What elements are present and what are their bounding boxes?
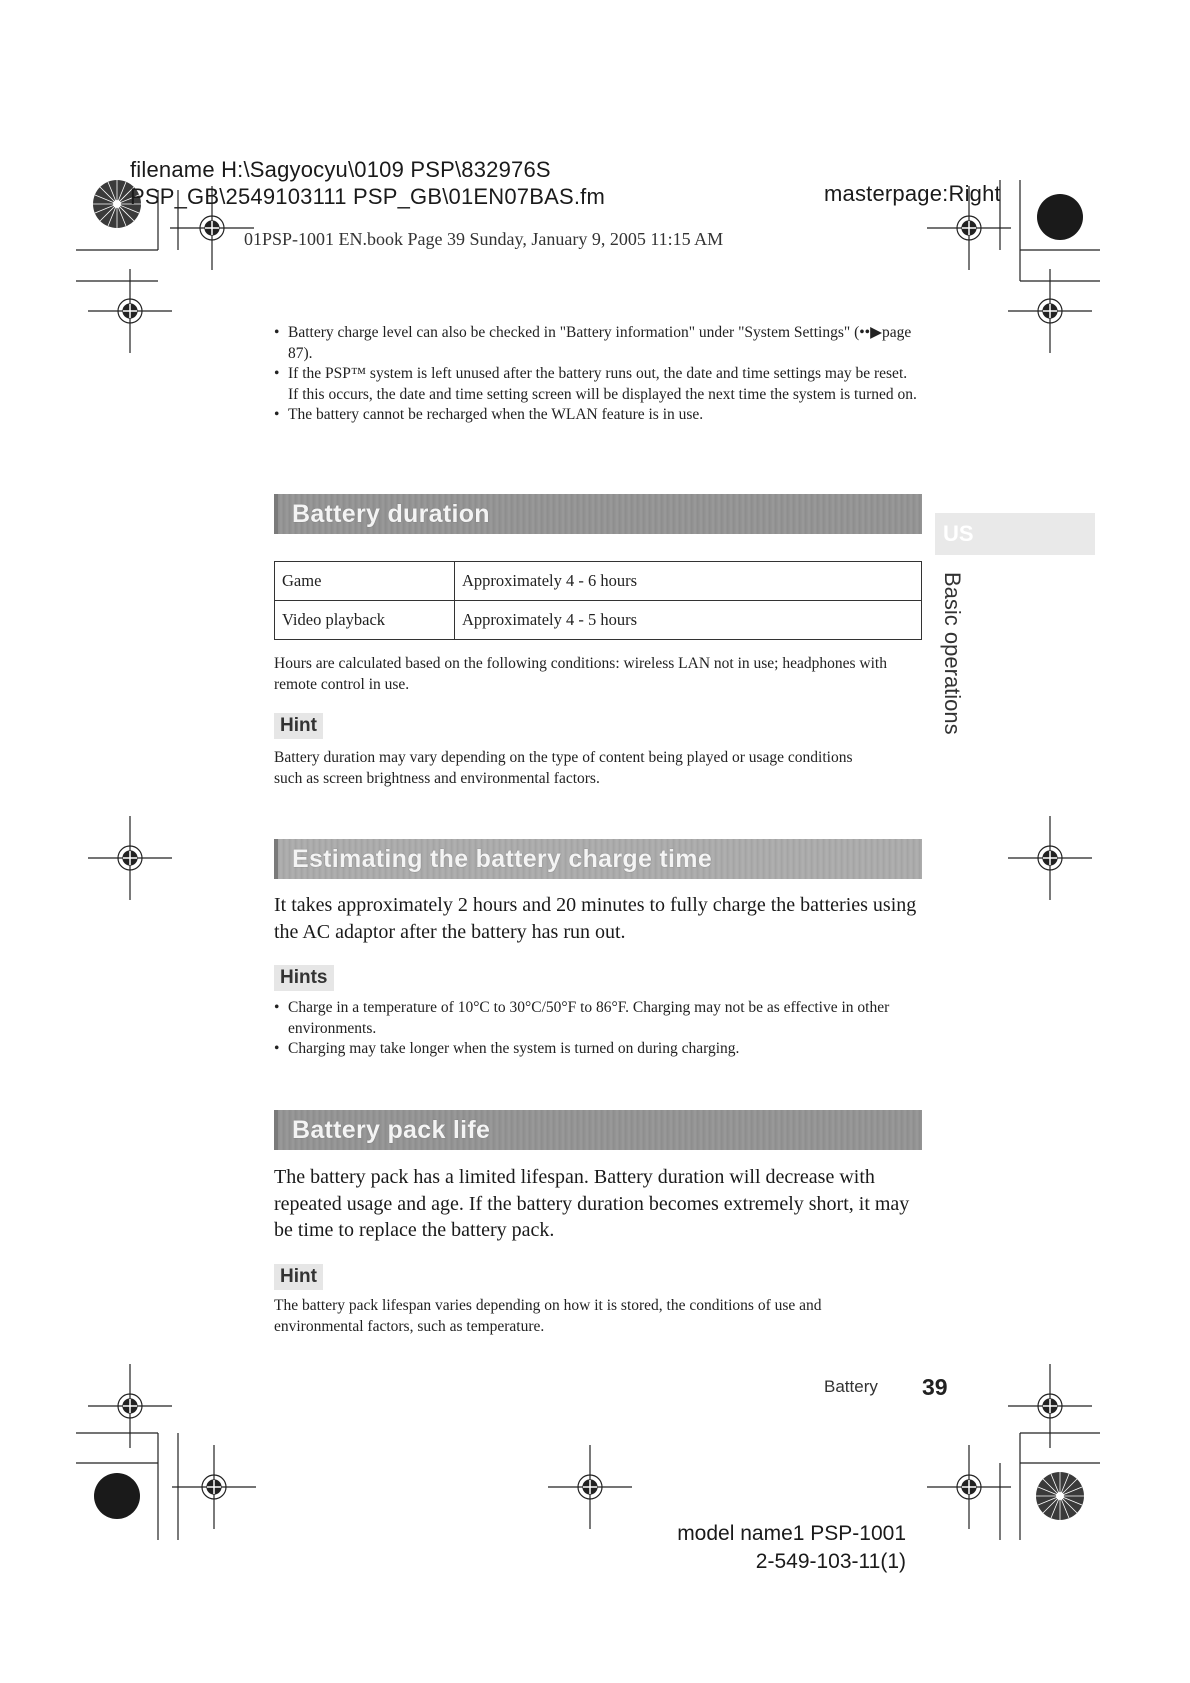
language-tab-label: US bbox=[943, 521, 974, 546]
section-heading: Battery pack life bbox=[292, 1116, 491, 1144]
filename-line-2: PSP_GB\2549103111 PSP_GB\01EN07BAS.fm bbox=[130, 184, 605, 209]
starburst-icon bbox=[1036, 1472, 1084, 1520]
table-row bbox=[275, 562, 922, 601]
footer-section-name: Battery bbox=[824, 1377, 878, 1396]
list-item: • Battery charge level can also be checked in "Battery information" under "System Settings" (••▶page 87). bbox=[274, 323, 919, 364]
table-cell-value: Approximately 4 - 5 hours bbox=[455, 601, 922, 640]
notes-list bbox=[274, 323, 919, 426]
crosshair-mark-icon bbox=[88, 1364, 172, 1448]
model-line-2: 2-549-103-11(1) bbox=[755, 1550, 906, 1573]
hint-label: Hint bbox=[274, 713, 323, 739]
table-row bbox=[275, 601, 922, 640]
hints-list bbox=[274, 998, 919, 1060]
book-info-line: 01PSP-1001 EN.book Page 39 Sunday, January 9, 2005 11:15 AM bbox=[244, 229, 724, 249]
list-item: • If the PSP™ system is left unused after the battery runs out, the date and time settings may be reset. If this occurs, the date and time setting screen will be displayed the next time the system is turned on. bbox=[274, 364, 919, 405]
charge-time-body: It takes approximately 2 hours and 20 minutes to fully charge the batteries using the AC adaptor after the battery has run out. bbox=[274, 894, 917, 943]
section-banner-charge-time bbox=[274, 839, 922, 879]
section-banner-battery-duration bbox=[274, 494, 922, 534]
pack-life-body: The battery pack has a limited lifespan. Battery duration will decrease with repeated usage and age. If the battery duration becomes extremely short, it may be time to replace the battery pack. bbox=[274, 1166, 910, 1241]
crosshair-mark-icon bbox=[927, 1445, 1011, 1529]
list-item: • The battery cannot be recharged when the WLAN feature is in use. bbox=[274, 405, 919, 426]
filename-line-1: filename H:\Sagyocyu\0109 PSP\832976S bbox=[130, 157, 551, 182]
table-cell-label: Video playback bbox=[275, 601, 455, 640]
crosshair-mark-icon bbox=[88, 816, 172, 900]
crosshair-mark-icon bbox=[548, 1445, 632, 1529]
masterpage-label: masterpage:Right bbox=[824, 181, 1001, 206]
crosshair-mark-icon bbox=[1008, 816, 1092, 900]
section-heading: Estimating the battery charge time bbox=[292, 845, 713, 873]
model-info bbox=[640, 1520, 906, 1576]
language-tab bbox=[935, 513, 1095, 555]
side-section-label: Basic operations bbox=[940, 572, 965, 735]
section-heading: Battery duration bbox=[292, 500, 490, 528]
table-cell-label: Game bbox=[275, 562, 455, 601]
crosshair-mark-icon bbox=[172, 1445, 256, 1529]
battery-duration-table bbox=[274, 561, 922, 640]
section-banner-pack-life bbox=[274, 1110, 922, 1150]
list-item: • Charging may take longer when the system is turned on during charging. bbox=[274, 1039, 919, 1060]
list-item: • Charge in a temperature of 10°C to 30°C/50°F to 86°F. Charging may not be as effective in other environments. bbox=[274, 998, 919, 1039]
model-line-1: model name1 PSP-1001 bbox=[677, 1522, 906, 1545]
duration-conditions-text: Hours are calculated based on the following conditions: wireless LAN not in use; headphones with remote control in use. bbox=[274, 655, 887, 693]
registration-dot-icon bbox=[94, 1473, 140, 1519]
registration-dot-icon bbox=[1037, 194, 1083, 240]
hints-label: Hints bbox=[274, 965, 334, 991]
hint-text: The battery pack lifespan varies depending on how it is stored, the conditions of use and environmental factors, such as temperature. bbox=[274, 1297, 822, 1335]
hint-text: Battery duration may vary depending on the type of content being played or usage conditions such as screen brightness and environmental factors. bbox=[274, 749, 853, 787]
page-number: 39 bbox=[922, 1374, 948, 1400]
hint-label: Hint bbox=[274, 1264, 323, 1290]
table-cell-value: Approximately 4 - 6 hours bbox=[455, 562, 922, 601]
